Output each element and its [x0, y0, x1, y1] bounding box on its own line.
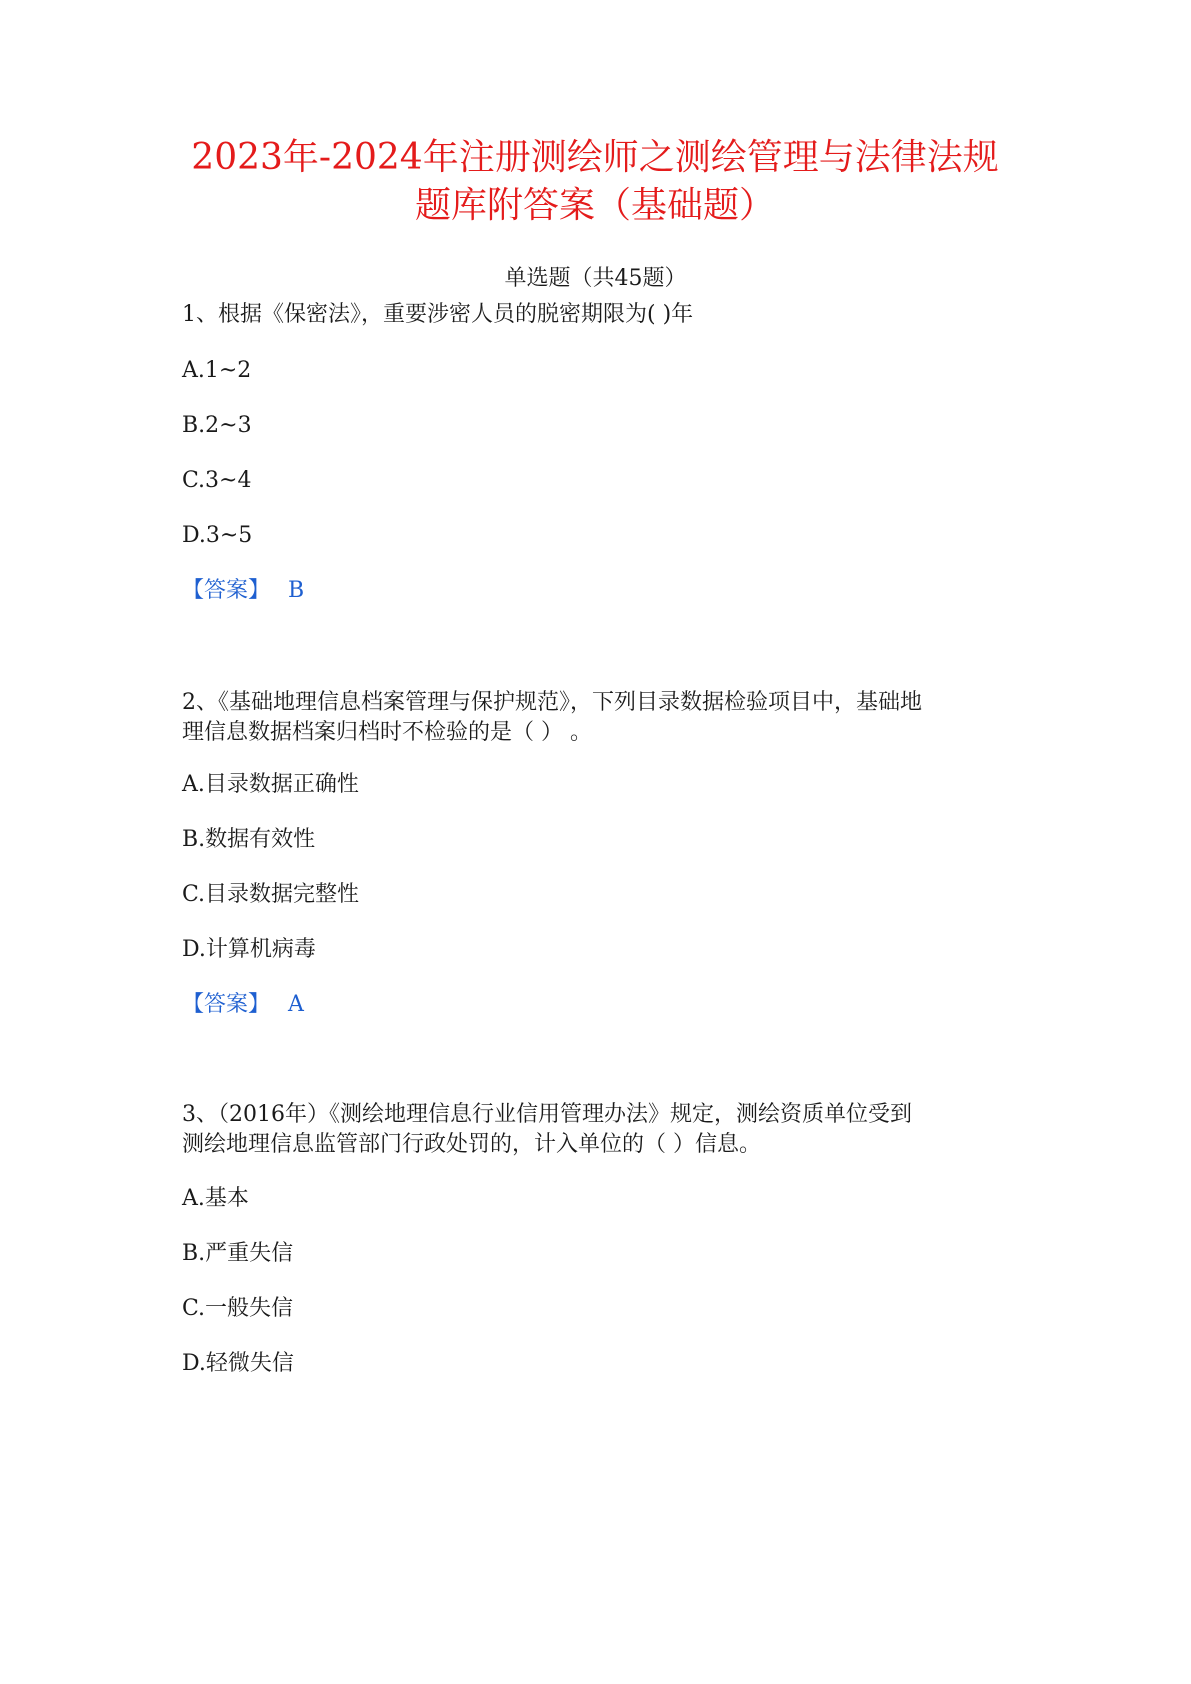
question-2-stem-line-2: 理信息数据档案归档时不检验的是（ ） 。 [182, 720, 592, 745]
question-1-answer [182, 576, 304, 606]
question-2-option-b: B.数据有效性 [182, 827, 316, 852]
question-3-stem-line-1: 3、（2016年）《测绘地理信息行业信用管理办法》规定，测绘资质单位受到 [182, 1102, 912, 1127]
question-2-answer [182, 990, 304, 1020]
question-2-stem-line-1: 2、《基础地理信息档案管理与保护规范》，下列目录数据检验项目中，基础地 [182, 690, 922, 715]
question-1-option-c: C.3~4 [182, 468, 252, 493]
question-2-option-a: A.目录数据正确性 [182, 772, 359, 797]
question-1-option-b: B.2~3 [182, 413, 252, 438]
answer-value: A [288, 992, 304, 1017]
document-title-line-2: 题库附答案（基础题） [414, 185, 775, 226]
question-1-option-a: A.1~2 [182, 358, 252, 383]
question-3-stem-line-2: 测绘地理信息监管部门行政处罚的，计入单位的（ ）信息。 [182, 1132, 761, 1157]
question-2-option-d: D.计算机病毒 [182, 937, 316, 962]
section-heading: 单选题（共45题） [504, 266, 687, 291]
document-title-line-1: 2023年-2024年注册测绘师之测绘管理与法律法规 [191, 137, 999, 178]
question-1-option-d: D.3~5 [182, 523, 253, 548]
question-2-option-c: C.目录数据完整性 [182, 882, 360, 907]
question-3-option-d: D.轻微失信 [182, 1351, 294, 1376]
question-1-stem: 1、根据《保密法》，重要涉密人员的脱密期限为( )年 [182, 302, 694, 327]
question-3-option-a: A.基本 [182, 1186, 249, 1211]
answer-value: B [288, 578, 305, 603]
question-3-option-c: C.一般失信 [182, 1296, 294, 1321]
question-3-option-b: B.严重失信 [182, 1241, 294, 1266]
answer-label: 【答案】 [182, 578, 271, 603]
answer-label: 【答案】 [182, 992, 271, 1017]
